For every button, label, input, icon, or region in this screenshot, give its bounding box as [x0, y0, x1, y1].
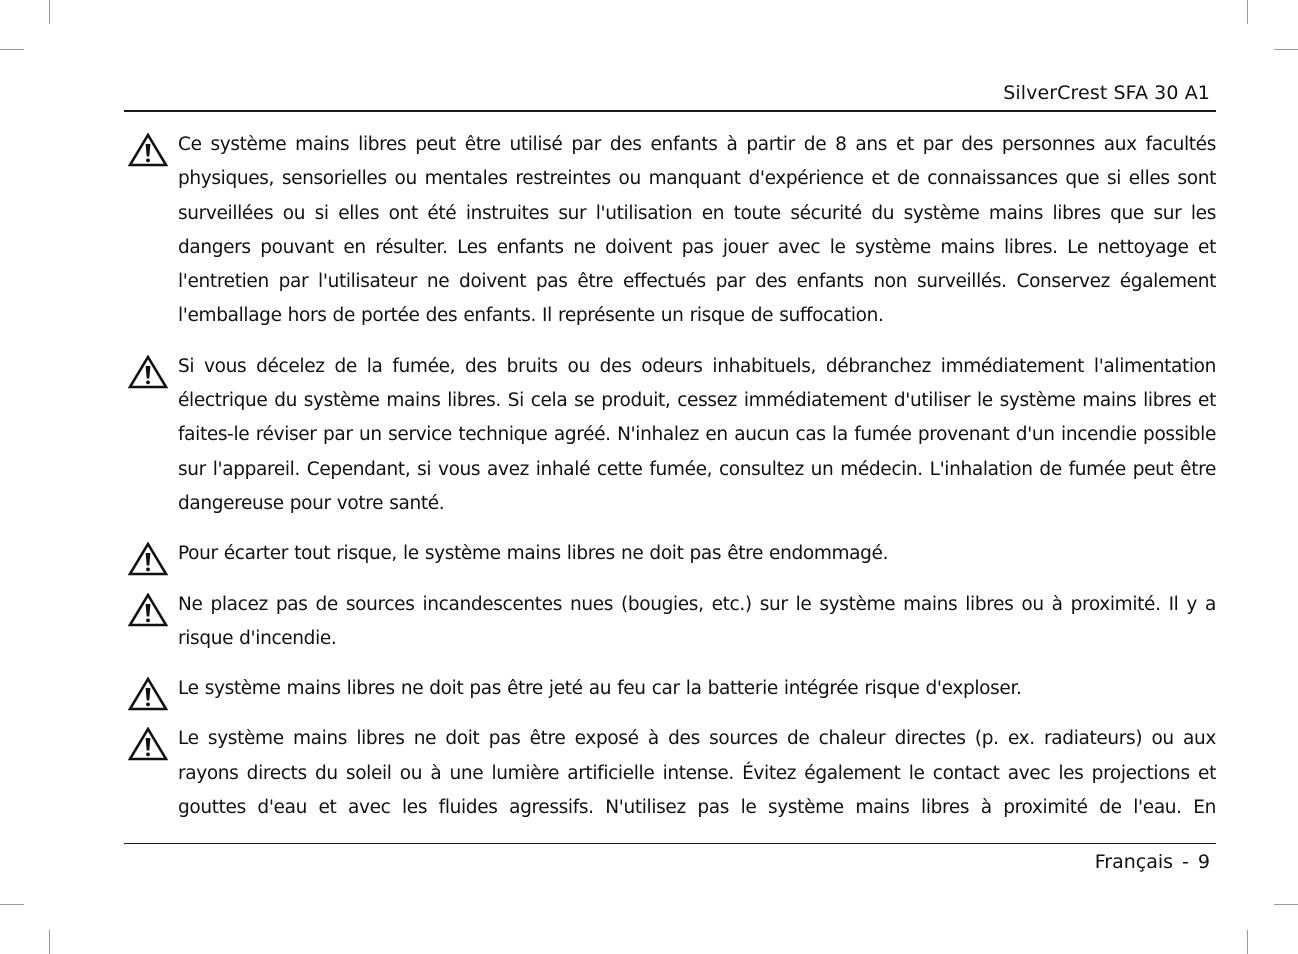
- crop-mark: [1274, 904, 1298, 905]
- warning-icon: [128, 355, 168, 389]
- crop-mark: [0, 49, 24, 50]
- crop-mark: [49, 930, 50, 954]
- document-body: [124, 128, 1216, 841]
- warning-icon: [128, 542, 168, 576]
- footer-rule: [124, 843, 1216, 844]
- crop-mark: [0, 904, 24, 905]
- warning-text: Le système mains libres ne doit pas être exposé à des sources de chaleur directes (p. ex. radiateurs) ou aux rayons directs du soleil ou à une lumière artificielle intense. Évitez également le contact avec les projections et gouttes d'eau et avec les fluides agressifs. N'utilisez pas le système mains libres à proximité de l'eau. En: [178, 728, 1216, 819]
- warning-icon: [128, 133, 168, 167]
- warning-text: Le système mains libres ne doit pas être jeté au feu car la batterie intégrée risque d'exploser.: [178, 678, 1022, 700]
- header-rule: [124, 110, 1216, 112]
- warning-text: Ce système mains libres peut être utilisé par des enfants à partir de 8 ans et par des personnes aux facultés physiques, sensorielles ou mentales restreintes ou manquant d'expérience et de connaissances que si elles sont surveillées ou si elles ont été instruites sur l'utilisation en toute sécurité du système mains libres que sur les dangers pouvant en résulter. Les enfants ne doivent pas jouer avec le système mains libres. Le nettoyage et l'entretien par l'utilisateur ne doivent pas être effectués par des enfants non surveillés. Conservez également l'emballage hors de portée des enfants. Il représente un risque de suffocation.: [178, 134, 1216, 327]
- warning-icon: [128, 593, 168, 627]
- warning-text: Pour écarter tout risque, le système mains libres ne doit pas être endommagé.: [178, 543, 889, 565]
- warning-item: [124, 537, 1216, 571]
- warning-text: Si vous décelez de la fumée, des bruits ou des odeurs inhabituels, débranchez immédiatement l'alimentation électrique du système mains libres. Si cela se produit, cessez immédiatement d'utiliser le système mains libres et faites-le réviser par un service technique agréé. N'inhalez en aucun cas la fumée provenant d'un incendie possible sur l'appareil. Cependant, si vous avez inhalé cette fumée, consultez un médecin. L'inhalation de fumée peut être dangereuse pour votre santé.: [178, 355, 1216, 514]
- warning-item: [124, 722, 1216, 825]
- warning-icon: [128, 727, 168, 761]
- page-number: 9: [1197, 851, 1210, 873]
- warning-text: Ne placez pas de sources incandescentes nues (bougies, etc.) sur le système mains libres ou à proximité. Il y a risque d'incendie.: [178, 593, 1216, 649]
- warning-item: [124, 350, 1216, 521]
- warning-icon: [128, 677, 168, 711]
- warning-item: [124, 672, 1216, 706]
- page-footer: [1095, 851, 1210, 873]
- crop-mark: [1247, 0, 1248, 24]
- warning-item: [124, 128, 1216, 334]
- footer-separator: -: [1182, 851, 1189, 873]
- crop-mark: [49, 0, 50, 24]
- warning-item: [124, 588, 1216, 657]
- crop-mark: [1274, 49, 1298, 50]
- page-header-title: SilverCrest SFA 30 A1: [1003, 82, 1210, 104]
- crop-mark: [1247, 930, 1248, 954]
- footer-language: Français: [1094, 851, 1174, 873]
